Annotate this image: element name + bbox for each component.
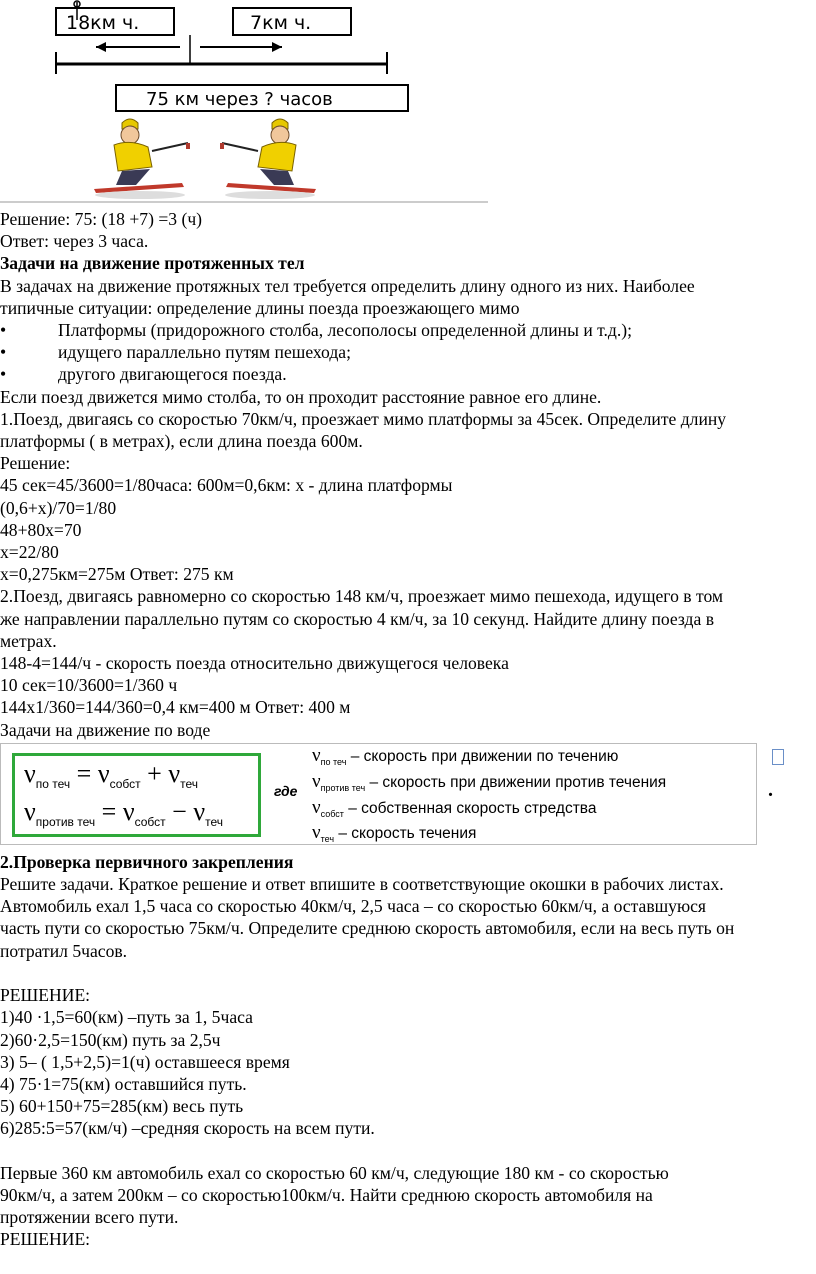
problem-4-line: 90км/ч, а затем 200км – со скоростью100км/ч. Найти среднюю скорость автомобиля на xyxy=(0,1184,653,1205)
bullet-text: идущего параллельно путям пешехода; xyxy=(58,342,351,363)
bullet-text: другого двигающегося поезда. xyxy=(58,364,287,385)
solution-step: 48+80х=70 xyxy=(0,519,82,540)
solution-heading: РЕШЕНИЕ: xyxy=(0,1229,91,1250)
definition-upstream: $\nu_{против теч}$ – скорость при движении против течения xyxy=(312,770,667,793)
blank-line xyxy=(0,962,816,984)
arrow-right-head xyxy=(96,42,106,52)
document-body xyxy=(0,208,816,1251)
solution-heading: Решение: xyxy=(0,453,71,474)
solution-step: х=22/80 xyxy=(0,542,59,563)
definition-current: $\nu_{теч}$ – скорость течения xyxy=(312,821,477,844)
trailing-dot: . xyxy=(768,778,773,801)
solution-step: 5) 60+150+75=285(км) весь путь xyxy=(0,1096,244,1117)
blank-line xyxy=(0,1140,816,1162)
solution-step: 4) 75·1=75(км) оставшийся путь. xyxy=(0,1073,247,1094)
solution-heading: РЕШЕНИЕ: xyxy=(0,985,91,1006)
problem-2-line: метрах. xyxy=(0,630,57,651)
water-formula-figure xyxy=(0,741,816,851)
solution-step: 148-4=144/ч - скорость поезда относительно движущегося человека xyxy=(0,653,509,674)
distance-label: 75 км через ? часов xyxy=(146,89,333,110)
skier-right-image xyxy=(222,119,316,199)
section-heading-water: Задачи на движение по воде xyxy=(0,719,211,740)
motion-diagram xyxy=(0,0,490,205)
paragraph-line: В задачах на движение протяжных тел требуется определить длину одного из них. Наиболее xyxy=(0,275,695,296)
section-heading-extended-bodies: Задачи на движение протяженных тел xyxy=(0,253,305,274)
problem-1-line: платформы ( в метрах), если длина поезда 600м. xyxy=(0,431,363,452)
paragraph-line: Если поезд движется мимо столба, то он проходит расстояние равное его длине. xyxy=(0,386,602,407)
definition-own-speed: $\nu_{собст}$ – собственная скорость стредства xyxy=(312,796,597,819)
skier-left-image xyxy=(94,119,188,199)
solution-step: 45 сек=45/3600=1/80часа: 600м=0,6км: х - длина платформы xyxy=(0,475,453,496)
solution-line: Решение: 75: (18 +7) =3 (ч) xyxy=(0,209,203,229)
problem-3-line: Автомобиль ехал 1,5 часа со скоростью 40км/ч, 2,5 часа – со скоростью 60км/ч, а оставшуюся xyxy=(0,896,707,917)
solution-step: (0,6+х)/70=1/80 xyxy=(0,497,117,518)
bullet-marker: • xyxy=(0,320,7,341)
paragraph-line: типичные ситуации: определение длины поезда проезжающего мимо xyxy=(0,297,520,318)
where-label: где xyxy=(274,782,298,799)
problem-2-line: 2.Поезд, двигаясь равномерно со скоростью 148 км/ч, проезжает мимо пешехода, идущего в том xyxy=(0,586,724,607)
bullet-item xyxy=(0,319,816,341)
solution-step: х=0,275км=275м Ответ: 275 км xyxy=(0,564,234,585)
problem-4-line: протяжении всего пути. xyxy=(0,1207,179,1228)
solution-step: 144х1/360=144/360=0,4 км=400 м Ответ: 400 м xyxy=(0,697,351,718)
formula-downstream: $\nu_{по теч} = \nu_{собст} + \nu_{теч}$ xyxy=(24,758,198,792)
solution-step: 10 сек=10/3600=1/360 ч xyxy=(0,675,178,696)
solution-step: 1)40 ·1,5=60(км) –путь за 1, 5часа xyxy=(0,1007,253,1028)
bullet-item xyxy=(0,341,816,363)
section-heading-check: 2.Проверка первичного закрепления xyxy=(0,851,294,872)
problem-4-line: Первые 360 км автомобиль ехал со скоростью 60 км/ч, следующие 180 км - со скоростью xyxy=(0,1162,669,1183)
embedded-object-icon xyxy=(772,749,784,765)
bullet-item xyxy=(0,363,816,385)
problem-3-line: потратил 5часов. xyxy=(0,940,128,961)
instruction-line: Решите задачи. Краткое решение и ответ впишите в соответствующие окошки в рабочих листах. xyxy=(0,874,724,895)
formula-upstream: $\nu_{против теч} = \nu_{собст} - \nu_{теч}$ xyxy=(24,796,223,830)
arrow-left-head xyxy=(272,42,282,52)
bullet-text: Платформы (придорожного столба, лесополосы определенной длины и т.д.); xyxy=(58,320,632,341)
answer-line: Ответ: через 3 часа. xyxy=(0,231,149,252)
problem-1-line: 1.Поезд, двигаясь со скоростью 70км/ч, проезжает мимо платформы за 45сек. Определите длину xyxy=(0,408,727,429)
problem-3-line: часть пути со скоростью 75км/ч. Определите среднюю скорость автомобиля, если на весь путь он xyxy=(0,918,735,939)
definition-downstream: $\nu_{по теч}$ – скорость при движении по течению xyxy=(312,744,619,767)
bullet-marker: • xyxy=(0,342,7,363)
bullet-marker: • xyxy=(0,364,7,385)
speed-left-label: 18км ч. xyxy=(66,12,140,34)
solution-step: 6)285:5=57(км/ч) –средняя скорость на всем пути. xyxy=(0,1118,375,1139)
speed-right-label: 7км ч. xyxy=(250,12,312,34)
problem-2-line: же направлении параллельно путям со скоростью 4 км/ч, за 10 секунд. Найдите длину поезда в xyxy=(0,608,715,629)
solution-step: 2)60·2,5=150(км) путь за 2,5ч xyxy=(0,1029,221,1050)
solution-step: 3) 5– ( 1,5+2,5)=1(ч) оставшееся время xyxy=(0,1051,290,1072)
